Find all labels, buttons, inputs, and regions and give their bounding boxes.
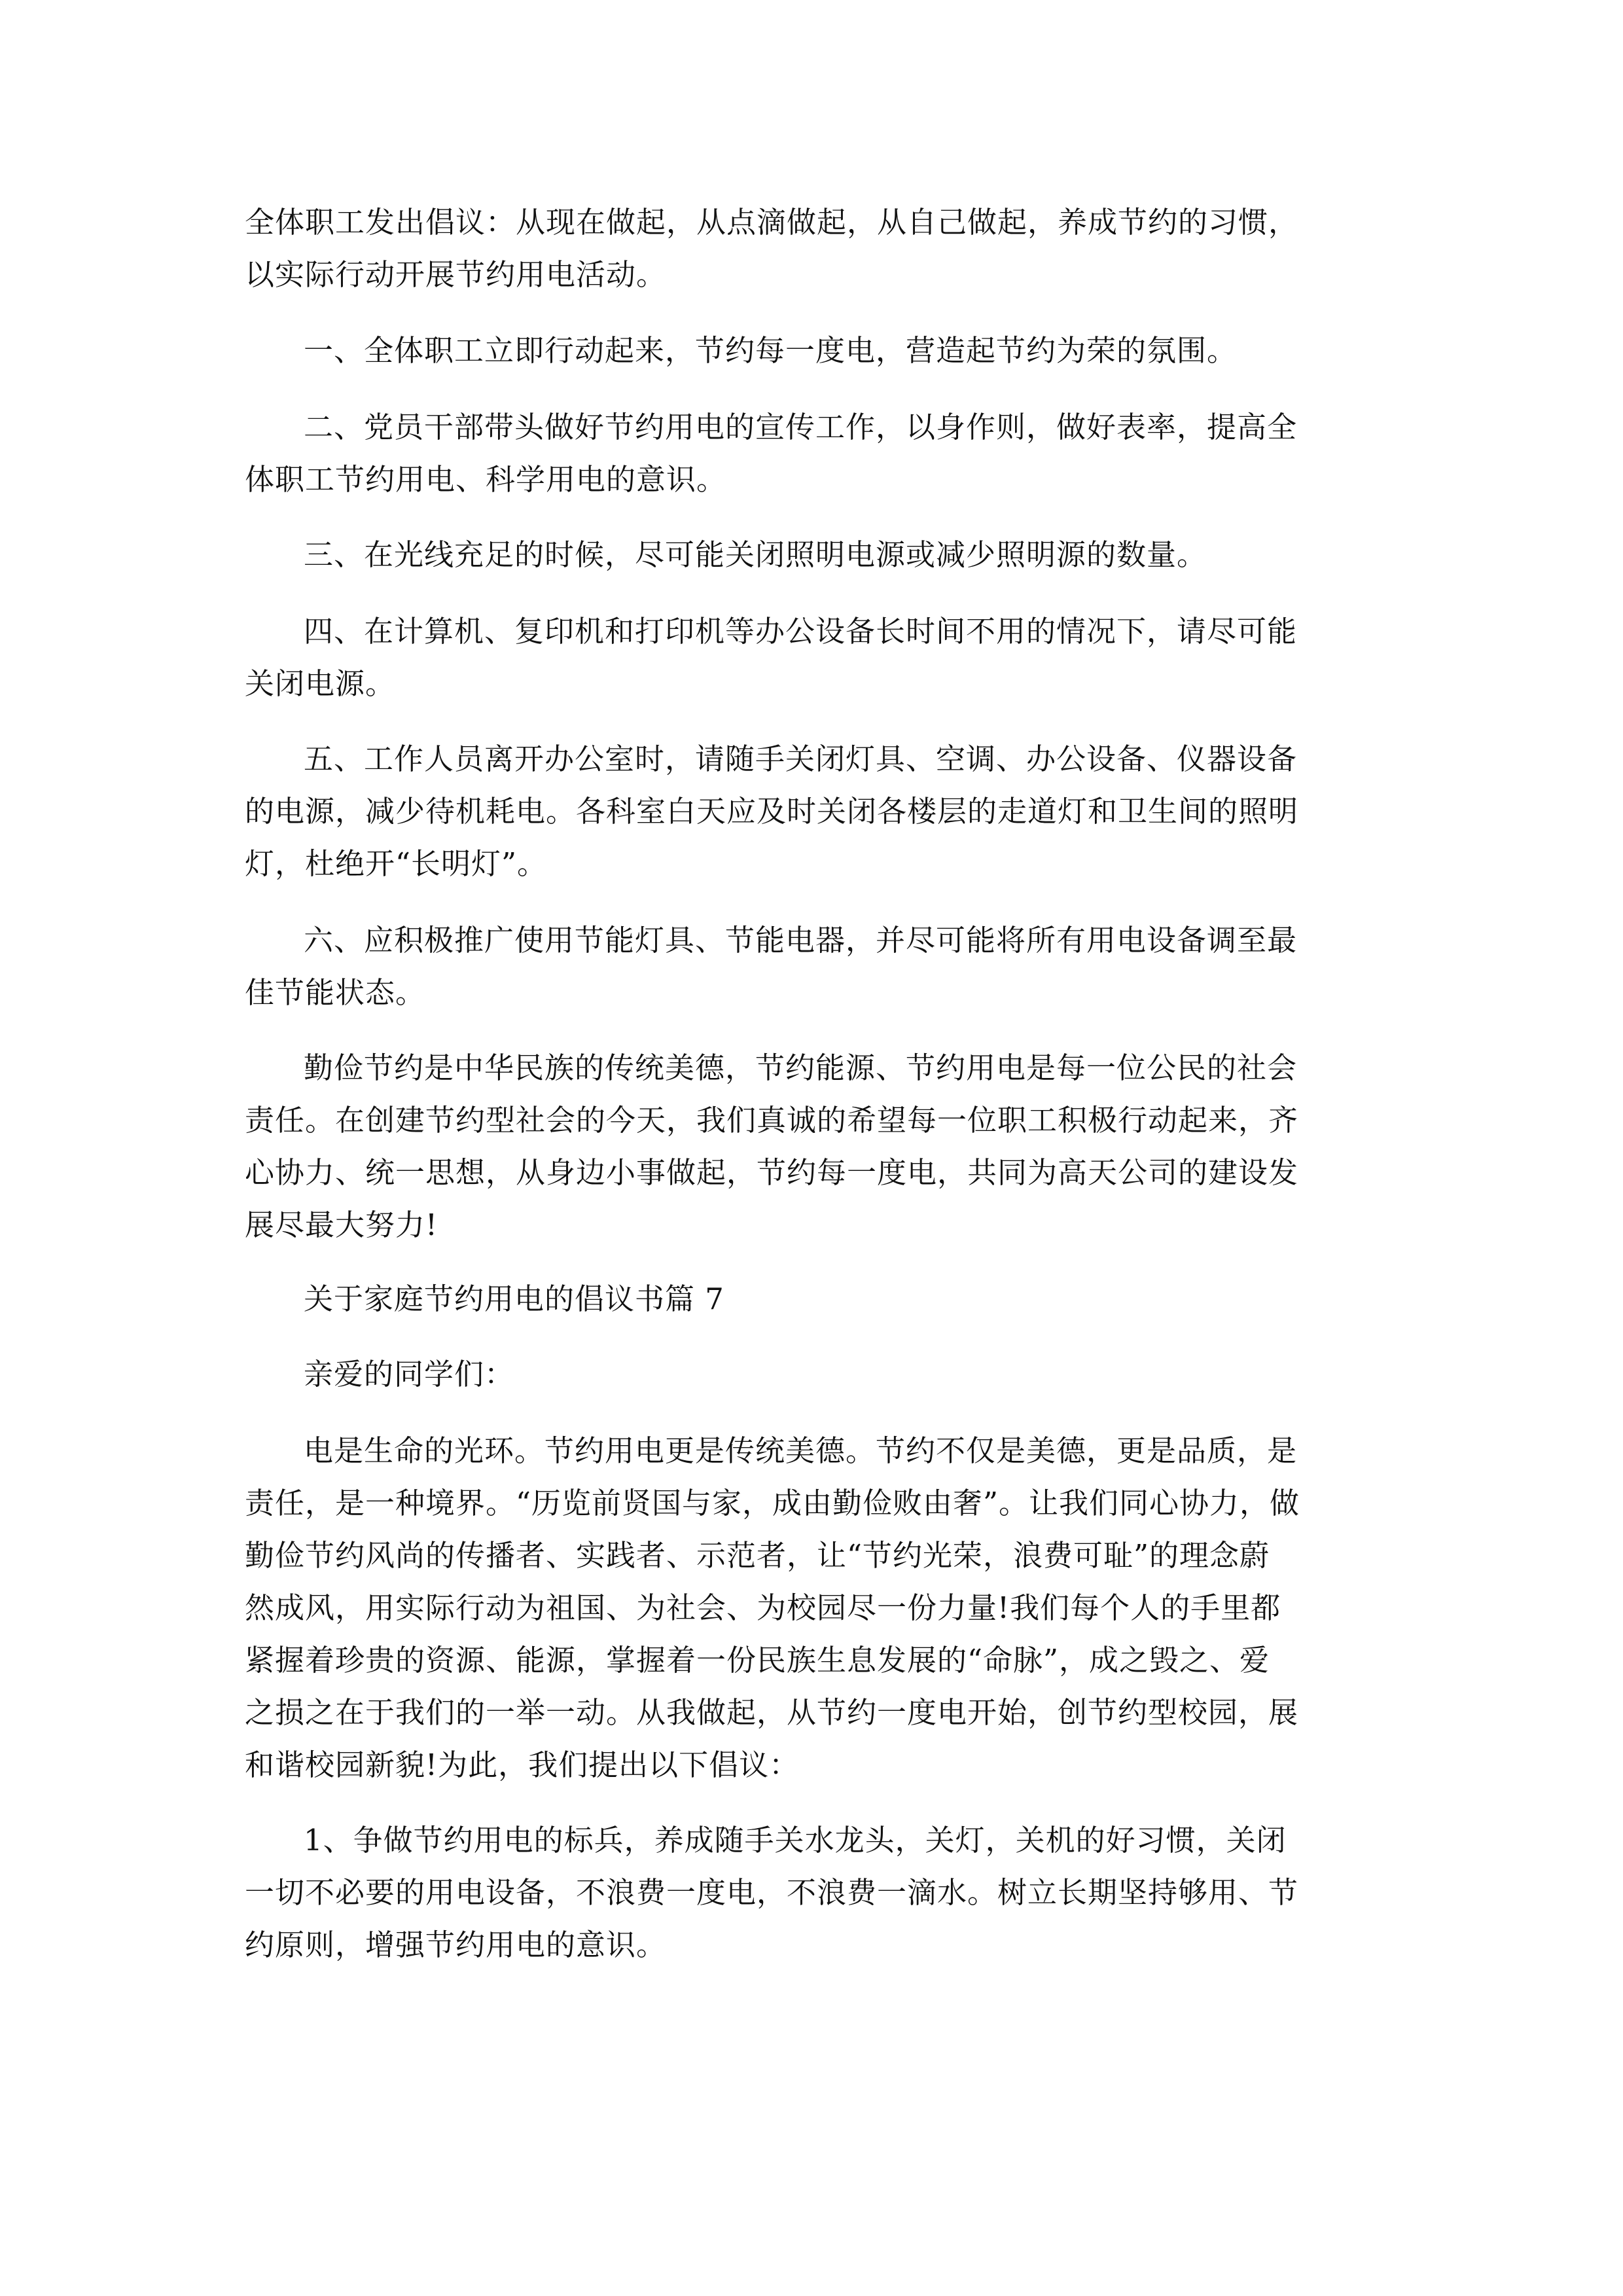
text-line-26: 和谐校园新貌!为此，我们提出以下倡议：: [245, 1748, 800, 1782]
salutation: 亲爱的同学们：: [304, 1357, 515, 1391]
text-line-11: 灯，杜绝开“长明灯”。: [245, 846, 548, 881]
text-line-3: 一、全体职工立即行动起来，节约每一度电，营造起节约为荣的氛围。: [304, 333, 1238, 368]
text-line-23: 然成风，用实际行动为祖国、为社会、为校园尽一份力量!我们每个人的手里都: [245, 1590, 1281, 1625]
text-line-21: 责任，是一种境界。“历览前贤国与家，成由勤俭败由奢”。让我们同心协力，做: [245, 1486, 1300, 1520]
text-line-1: 全体职工发出倡议：从现在做起，从点滴做起，从自己做起，养成节约的习惯，: [245, 205, 1299, 240]
text-line-6: 三、在光线充足的时候，尽可能关闭照明电源或减少照明源的数量。: [304, 537, 1207, 572]
text-line-12: 六、应积极推广使用节能灯具、节能电器，并尽可能将所有用电设备调至最: [304, 923, 1298, 958]
text-line-4: 二、党员干部带头做好节约用电的宣传工作，以身作则，做好表率，提高全: [304, 410, 1298, 444]
text-line-7: 四、在计算机、复印机和打印机等办公设备长时间不用的情况下，请尽可能: [304, 614, 1298, 649]
text-line-29: 约原则，增强节约用电的意识。: [245, 1928, 667, 1962]
text-line-24: 紧握着珍贵的资源、能源，掌握着一份民族生息发展的“命脉”，成之毁之、爱: [245, 1643, 1270, 1677]
text-line-22: 勤俭节约风尚的传播者、实践者、示范者，让“节约光荣，浪费可耻”的理念蔚: [245, 1538, 1270, 1573]
text-line-2: 以实际行动开展节约用电活动。: [245, 257, 667, 292]
text-line-28: 一切不必要的用电设备，不浪费一度电，不浪费一滴水。树立长期坚持够用、节: [245, 1875, 1299, 1910]
text-line-16: 心协力、统一思想，从身边小事做起，节约每一度电，共同为高天公司的建设发: [245, 1155, 1299, 1190]
section-heading: 关于家庭节约用电的倡议书篇 7: [304, 1282, 724, 1316]
text-line-25: 之损之在于我们的一举一动。从我做起，从节约一度电开始，创节约型校园，展: [245, 1695, 1299, 1730]
text-line-8: 关闭电源。: [245, 666, 396, 701]
text-line-5: 体职工节约用电、科学用电的意识。: [245, 462, 727, 497]
text-line-20: 电是生命的光环。节约用电更是传统美德。节约不仅是美德，更是品质，是: [304, 1433, 1298, 1468]
text-line-17: 展尽最大努力!: [245, 1208, 438, 1242]
text-line-27: 1、争做节约用电的标兵，养成随手关水龙头，关灯，关机的好习惯，关闭: [304, 1823, 1287, 1857]
text-line-15: 责任。在创建节约型社会的今天，我们真诚的希望每一位职工积极行动起来，齐: [245, 1103, 1299, 1138]
text-line-9: 五、工作人员离开办公室时，请随手关闭灯具、空调、办公设备、仪器设备: [304, 742, 1298, 776]
text-line-14: 勤俭节约是中华民族的传统美德，节约能源、节约用电是每一位公民的社会: [304, 1050, 1298, 1085]
text-line-10: 的电源，减少待机耗电。各科室白天应及时关闭各楼层的走道灯和卫生间的照明: [245, 794, 1299, 829]
text-line-13: 佳节能状态。: [245, 975, 426, 1010]
